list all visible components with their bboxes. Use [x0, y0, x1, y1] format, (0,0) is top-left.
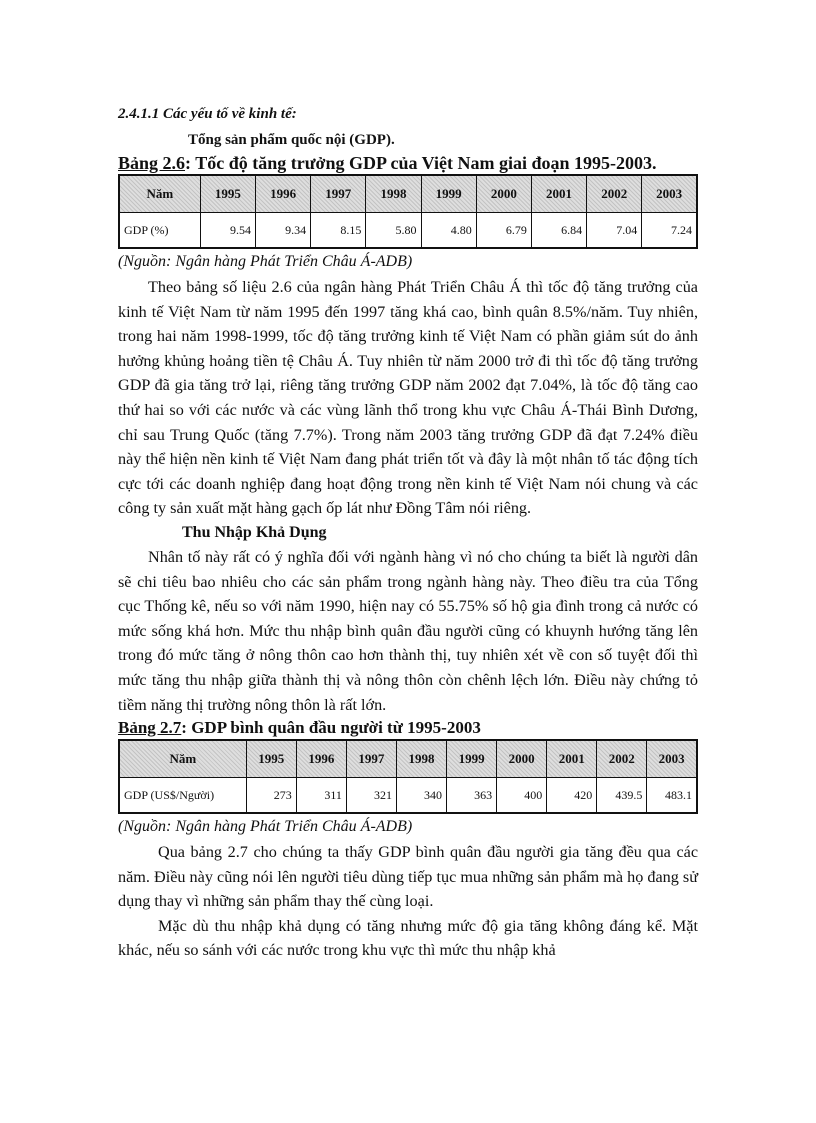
table2-value: 439.5 — [597, 778, 647, 814]
table1-value: 5.80 — [366, 213, 421, 249]
gdp-growth-table — [118, 174, 698, 249]
table1-header-label: Năm — [119, 175, 200, 213]
table1-caption — [118, 152, 698, 174]
table1-source: (Nguồn: Ngân hàng Phát Triển Châu Á-ADB) — [118, 253, 413, 270]
table2-value: 483.1 — [647, 778, 697, 814]
table2-caption-text: : GDP bình quân đầu người từ 1995-2003 — [181, 718, 481, 738]
table2-value: 311 — [296, 778, 346, 814]
document-page — [118, 104, 698, 963]
table1-header-row — [119, 175, 697, 213]
table2-year: 2000 — [497, 740, 547, 778]
table2-value: 400 — [497, 778, 547, 814]
table2-header-label: Năm — [119, 740, 246, 778]
table2-value: 321 — [346, 778, 396, 814]
table2-row-label: GDP (US$/Người) — [119, 778, 246, 814]
table2-year: 1997 — [346, 740, 396, 778]
table2-data-row — [119, 778, 697, 814]
table1-value: 4.80 — [421, 213, 476, 249]
table2-year: 1999 — [447, 740, 497, 778]
table1-value: 7.04 — [587, 213, 642, 249]
table2-year: 1996 — [296, 740, 346, 778]
table1-year: 2000 — [476, 175, 531, 213]
table1-data-row — [119, 213, 697, 249]
table2-year: 1998 — [396, 740, 446, 778]
table2-year: 2001 — [547, 740, 597, 778]
table2-year: 2002 — [597, 740, 647, 778]
paragraph-gdp-analysis: Theo bảng số liệu 2.6 của ngân hàng Phát Triển Châu Á thì tốc độ tăng trưởng của kinh tế Việt Nam từ năm 1995 đến 1997 tăng khá cao, bình quân 8.5%/năm. Tuy nhiên, trong hai năm 1998-1999, tốc độ tăng trưởng kinh tế Việt Nam có phần giảm sút do ảnh hưởng khủng hoảng tiền tệ Châu Á. Tuy nhiên từ năm 2000 trở đi thì tốc độ tăng trưởng GDP đã gia tăng trở lại, riêng tăng trưởng GDP năm 2002 đạt 7.04%, là tốc độ tăng cao thứ hai so với các nước và các vùng lãnh thổ trong khu vực Châu Á-Thái Bình Dương, chỉ sau Trung Quốc (tăng 7.7%). Trong năm 2003 tăng trưởng GDP đã đạt 7.24% điều này thể hiện nền kinh tế Việt Nam đang phát triển tốt và đây là một nhân tố tác động tích cực tới các doanh nghiệp đang hoạt động trong nền kinh tế Việt Nam nói chung và các công ty sản xuất mặt hàng gạch ốp lát như Đồng Tâm nói riêng. — [118, 278, 698, 518]
table2-caption — [118, 717, 698, 739]
table1-year: 1995 — [200, 175, 255, 213]
table2-header-row — [119, 740, 697, 778]
table1-row-label: GDP (%) — [119, 213, 200, 249]
table1-value: 6.84 — [531, 213, 586, 249]
section-title-disposable-income: Thu Nhập Khả Dụng — [182, 523, 327, 541]
paragraph-disposable-income: Nhân tố này rất có ý nghĩa đối với ngành hàng vì nó cho chúng ta biết là người dân sẽ chi tiêu bao nhiêu cho các sản phẩm trong ngành hàng này. Theo điều tra của Tổng cục Thống kê, nếu so với năm 1990, hiện nay có 55.75% số hộ gia đình trong cả nước có mức sống khá hơn. Mức thu nhập bình quân đầu người cũng có khuynh hướng tăng lên trong đó mức tăng ở nông thôn cao hơn thành thị, tuy nhiên xét về con số tuyệt đối thì mức tăng thu nhập giữa thành thị và nông thôn còn chênh lệch lớn. Điều này chứng tỏ tiềm năng thị trường nông thôn là rất lớn. — [118, 547, 698, 714]
table2-value: 340 — [396, 778, 446, 814]
table1-value: 7.24 — [642, 213, 697, 249]
table2-year: 1995 — [246, 740, 296, 778]
gdp-per-capita-table — [118, 739, 698, 814]
table2-value: 420 — [547, 778, 597, 814]
table2-source: (Nguồn: Ngân hàng Phát Triển Châu Á-ADB) — [118, 818, 413, 836]
table2-value: 363 — [447, 778, 497, 814]
table2-year: 2003 — [647, 740, 697, 778]
table1-year: 1999 — [421, 175, 476, 213]
table1-year: 2003 — [642, 175, 697, 213]
table1-year: 2002 — [587, 175, 642, 213]
table1-year: 1998 — [366, 175, 421, 213]
table1-value: 8.15 — [311, 213, 366, 249]
subsection-heading: Tổng sản phẩm quốc nội (GDP). — [188, 132, 395, 148]
table1-value: 9.34 — [255, 213, 310, 249]
table1-value: 6.79 — [476, 213, 531, 249]
table1-year: 1997 — [311, 175, 366, 213]
table1-year: 2001 — [531, 175, 586, 213]
table1-caption-text: : Tốc độ tăng trưởng GDP của Việt Nam giai đoạn 1995-2003. — [185, 153, 657, 173]
table2-caption-number: Bảng 2.7 — [118, 718, 182, 738]
table2-value: 273 — [246, 778, 296, 814]
table1-caption-number: Bảng 2.6 — [118, 153, 186, 173]
table1-value: 9.54 — [200, 213, 255, 249]
paragraph-per-capita-analysis: Qua bảng 2.7 cho chúng ta thấy GDP bình quân đầu người gia tăng đều qua các năm. Điều này cũng nói lên người tiêu dùng tiếp tục mua những sản phẩm mà họ đang sử dụng thay vì những sản phẩm thay thế cùng loại. — [118, 843, 698, 911]
section-heading: 2.4.1.1 Các yếu tố về kinh tế: — [118, 106, 297, 122]
paragraph-income-comparison: Mặc dù thu nhập khả dụng có tăng nhưng mức độ gia tăng không đáng kể. Mặt khác, nếu so sánh với các nước trong khu vực thì mức thu nhập khả — [118, 916, 698, 960]
table1-year: 1996 — [255, 175, 310, 213]
